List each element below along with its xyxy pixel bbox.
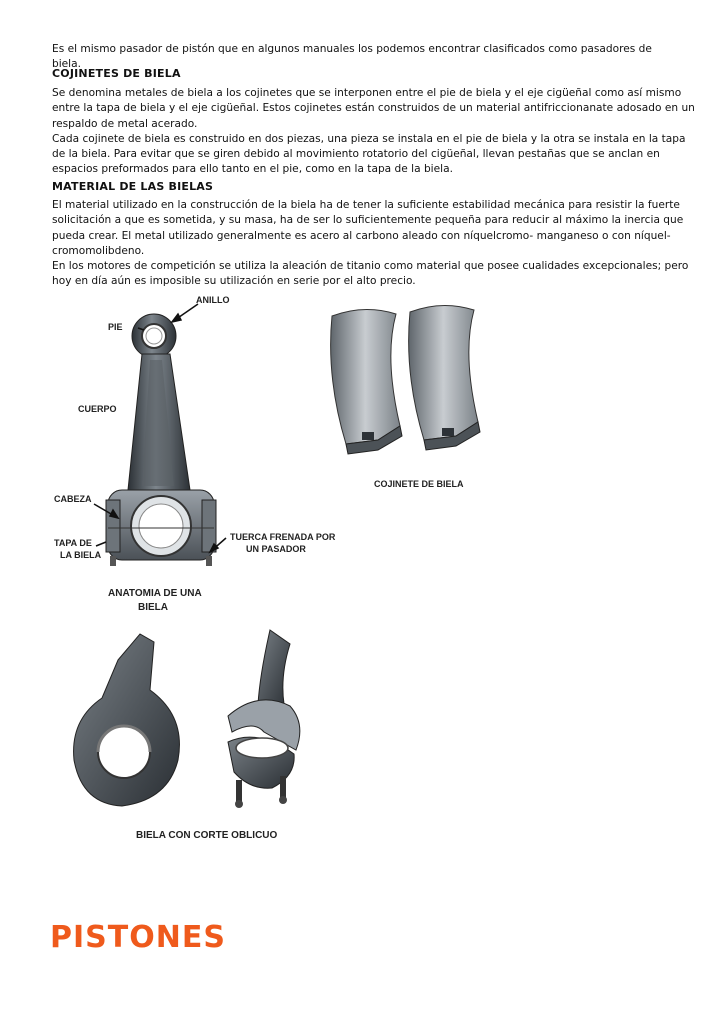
rod-small-end — [132, 314, 176, 358]
section-heading-material: MATERIAL DE LAS BIELAS — [52, 180, 214, 193]
label-tapa-2: LA BIELA — [60, 550, 102, 560]
text-line: solicitación a que es sometida, y su masa, ha de ser lo suficientemente pequeña para reducir al máximo la inercia que — [52, 214, 684, 227]
text-line: pueda crear. El metal utilizado generalmente es acero al carbono aleado con níquelcromo- manganeso o con níquel- — [52, 229, 671, 242]
oblique-cut-rod-figure — [58, 620, 348, 850]
section-heading-cojinetes: COJINETES DE BIELA — [52, 67, 181, 80]
text-line: de la biela. Para evitar que se giren debido al movimiento rotatorio del cigüeñal, llevan pestañas que se anclan en — [52, 148, 660, 161]
label-pie: PIE — [108, 322, 123, 332]
figure-caption-1: ANATOMIA DE UNA — [108, 588, 202, 599]
oblique-rod-left — [74, 634, 180, 806]
text-line: Cada cojinete de biela es construido en dos piezas, una pieza se instala en el pie de biela y la otra se instala en la tapa — [52, 132, 686, 145]
bearing-shell-right — [409, 305, 480, 450]
label-anillo: ANILLO — [196, 295, 230, 305]
figure-caption-cojinete: COJINETE DE BIELA — [374, 479, 464, 489]
rod-big-end — [106, 490, 216, 566]
label-cabeza: CABEZA — [54, 494, 92, 504]
text-line: El material utilizado en la construcción de la biela ha de tener la suficiente estabilidad mecánica para resistir la fuerte — [52, 199, 680, 211]
text-line: En los motores de competición se utiliza la aleación de titanio como material que posee cualidades excepcionales; pero — [52, 260, 689, 273]
figure-caption-corte: BIELA CON CORTE OBLICUO — [136, 830, 278, 841]
figure-caption-2: BIELA — [138, 602, 168, 613]
material-paragraph — [52, 198, 689, 290]
label-cuerpo: CUERPO — [78, 404, 117, 414]
bearing-shells-figure — [318, 298, 538, 498]
text-line: hoy en día aún es imposible su utilización en serie por el alto precio. — [52, 275, 416, 288]
label-tapa-1: TAPA DE — [54, 538, 92, 548]
bearing-shell-left — [331, 309, 402, 454]
text-line: entre la tapa de biela y el eje cigüeñal. Estos cojinetes están construidos de un material antifriccionanate adosado en un — [52, 102, 695, 115]
label-tuerca-2: UN PASADOR — [246, 544, 306, 554]
intro-paragraph: Es el mismo pasador de pistón que en algunos manuales los podemos encontrar clasificados como pasadores de biela. — [52, 43, 652, 71]
connecting-rod-anatomy-figure — [50, 290, 350, 620]
next-section-heading: PISTONES — [50, 920, 226, 955]
text-line: Se denomina metales de biela a los cojinetes que se interponen entre el pie de biela y el eje cigüeñal como así mismo — [52, 87, 682, 99]
text-line: respaldo de metal acerado. — [52, 117, 198, 130]
text-line: cromomolibdeno. — [52, 244, 145, 257]
oblique-rod-right — [228, 630, 300, 808]
text-line: espacios preformados para ello tanto en el pie, como en la tapa de la biela. — [52, 163, 453, 176]
cojinetes-paragraph — [52, 86, 695, 178]
label-tuerca-1: TUERCA FRENADA POR — [230, 532, 336, 542]
